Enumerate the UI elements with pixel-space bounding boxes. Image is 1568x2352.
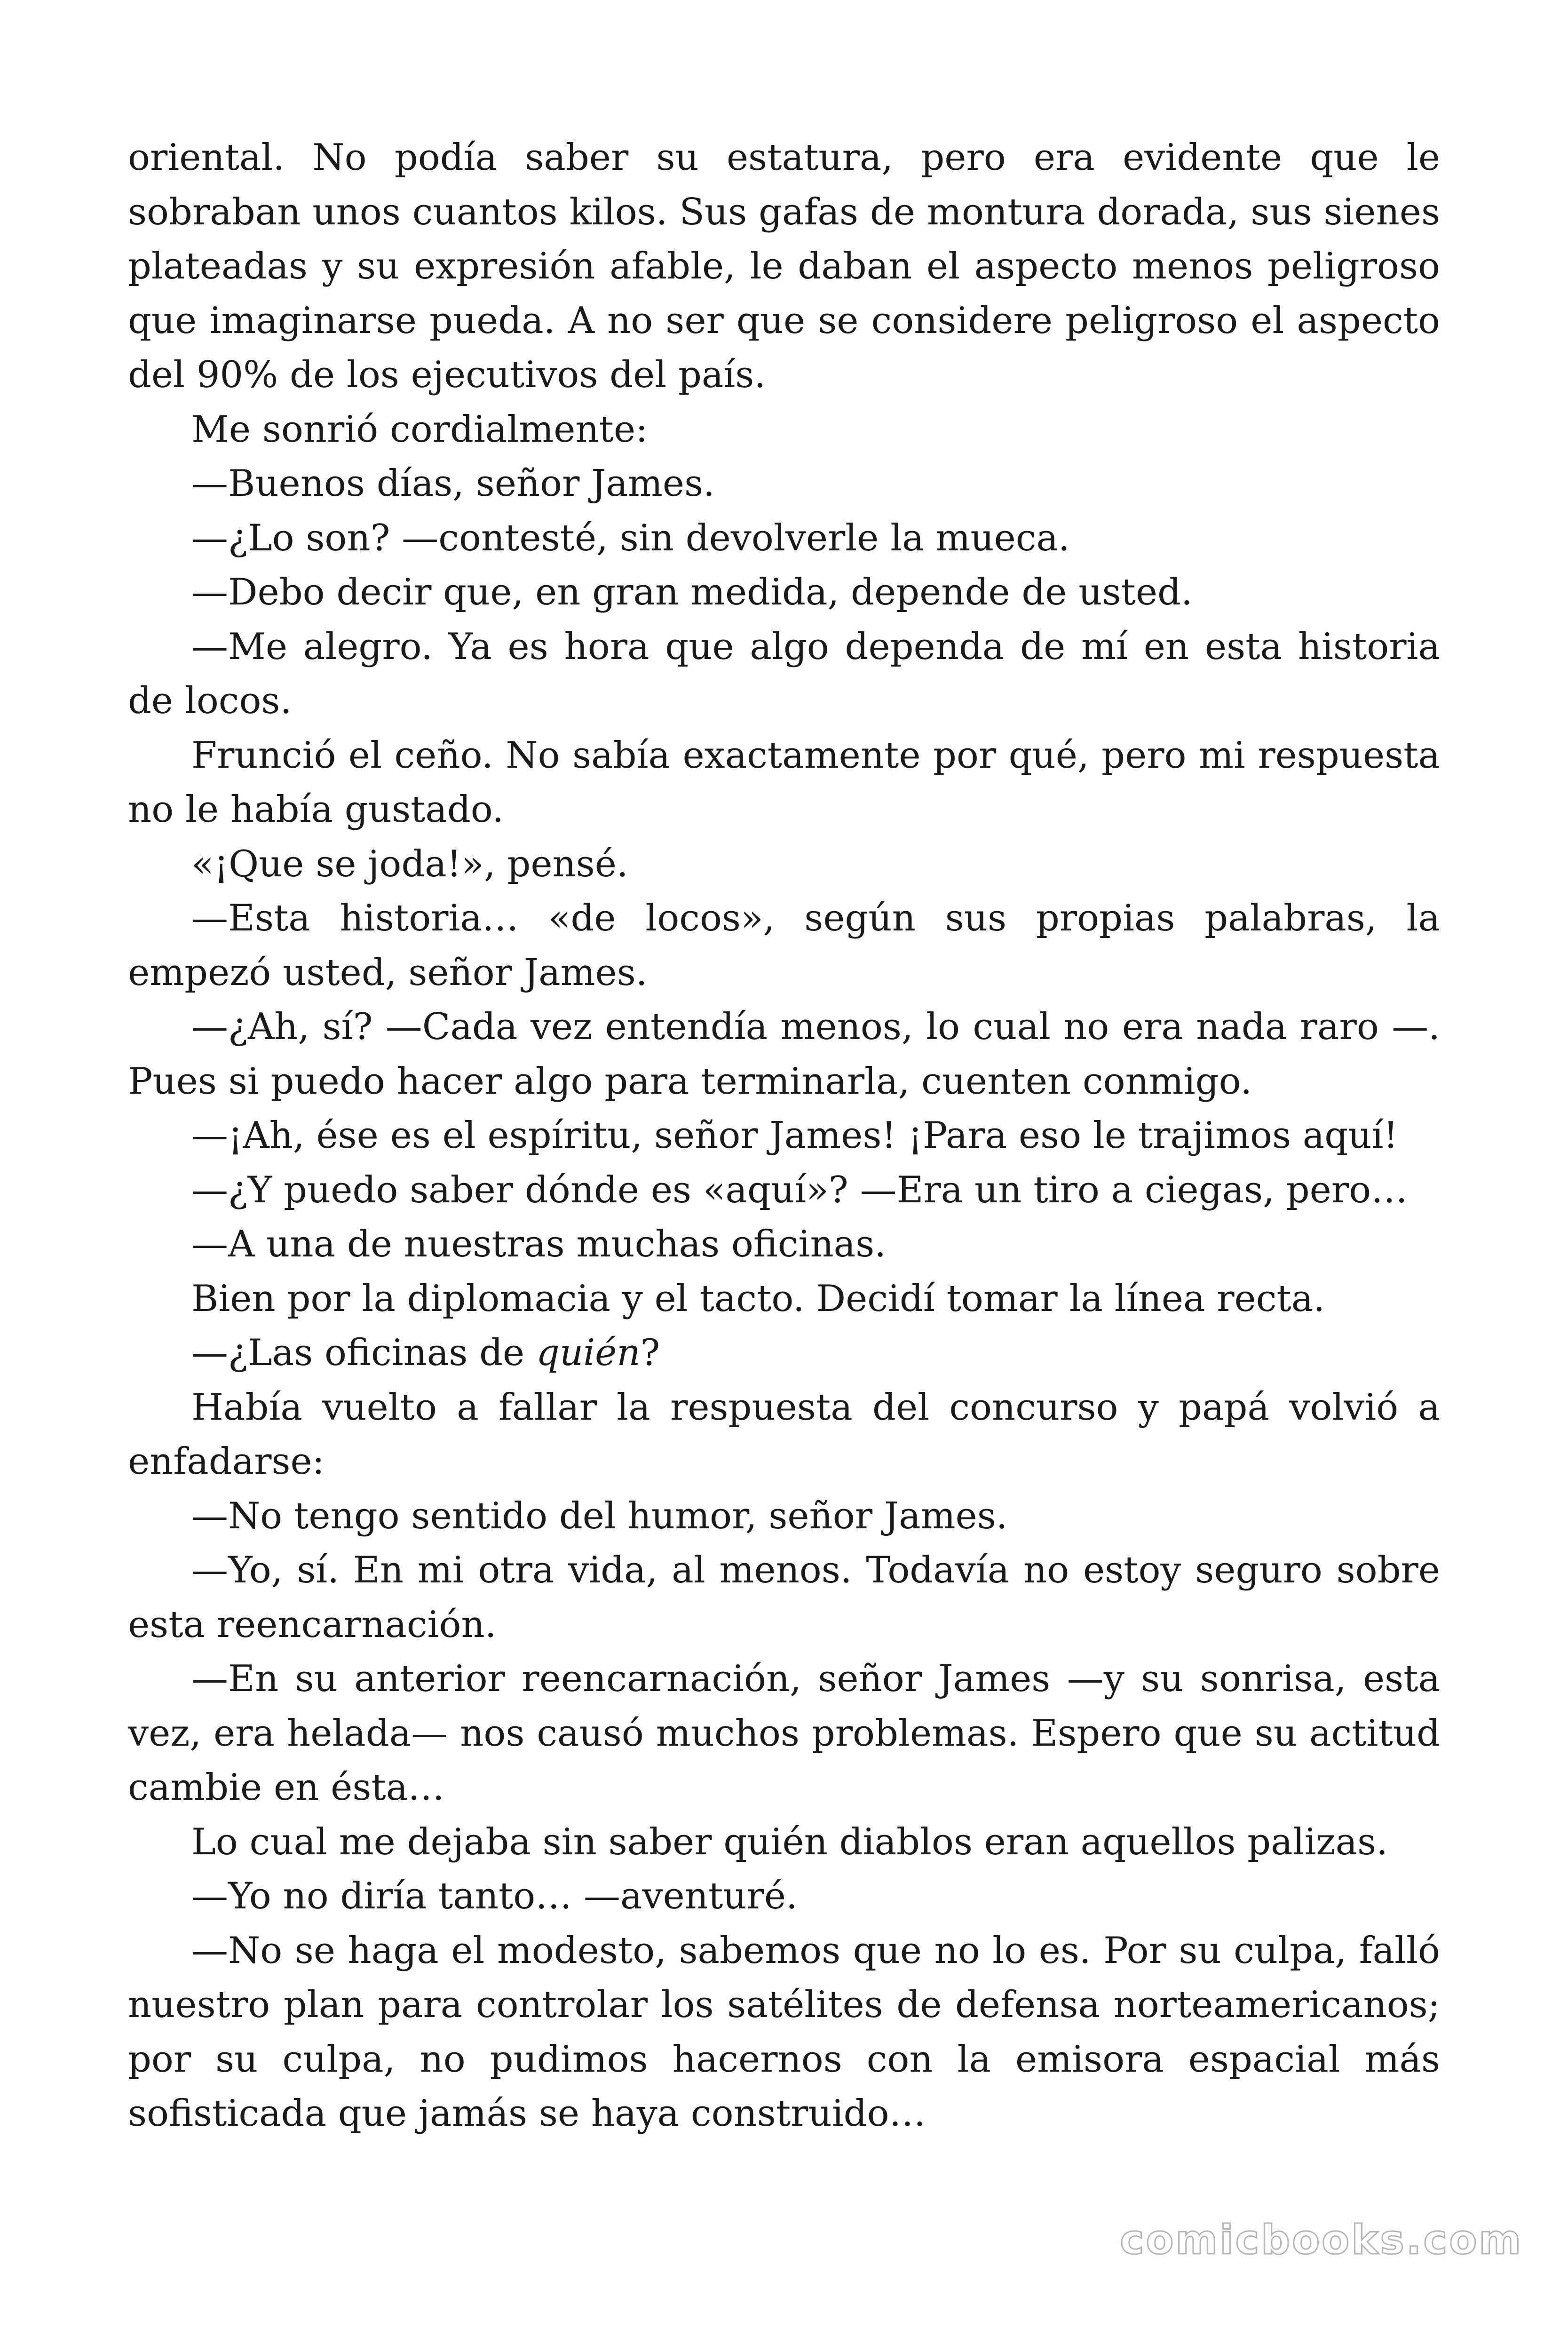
paragraph: —¿Y puedo saber dónde es «aquí»? —Era un tiro a ciegas, pero…	[191, 1168, 1408, 1211]
paragraph: Me sonrió cordialmente:	[191, 408, 648, 451]
watermark-logo: comicbooks.com	[1120, 2217, 1523, 2264]
paragraph: Frunció el ceño. No sabía exactamente por qué, pero mi respuesta no le había gustado.	[128, 734, 1440, 831]
paragraph: Lo cual me dejaba sin saber quién diablos eran aquellos palizas.	[191, 1820, 1388, 1863]
paragraph	[128, 1326, 1440, 1381]
paragraph: —¿Ah, sí? —Cada vez entendía menos, lo cual no era nada raro —. Pues si puedo hacer algo para terminarla, cuenten conmigo.	[128, 1006, 1440, 1103]
paragraph: —No se haga el modesto, sabemos que no lo es. Por su culpa, falló nuestro plan para controlar los satélites de defensa norteamericanos; por su culpa, no pudimos hacernos con la emisora espacial más sofisticada que jamás se haya construido…	[128, 1929, 1440, 2135]
paragraph: —Buenos días, señor James.	[191, 462, 715, 505]
paragraph: —¡Ah, ése es el espíritu, señor James! ¡Para eso le trajimos aquí!	[191, 1114, 1398, 1157]
paragraph: —Yo, sí. En mi otra vida, al menos. Todavía no estoy seguro sobre esta reencarnación.	[128, 1549, 1440, 1646]
paragraph: —No tengo sentido del humor, señor James.	[191, 1494, 1008, 1537]
paragraph: —Yo no diría tanto… —aventuré.	[191, 1875, 798, 1917]
paragraph: —En su anterior reencarnación, señor James —y su sonrisa, esta vez, era helada— nos causó muchos problemas. Espero que su actitud cambie en ésta…	[128, 1658, 1440, 1809]
emphasis-text: quién	[536, 1332, 641, 1374]
paragraph: Había vuelto a fallar la respuesta del concurso y papá volvió a enfadarse:	[128, 1386, 1440, 1483]
paragraph-text: —¿Las oficinas de	[191, 1332, 537, 1374]
paragraph: —¿Lo son? —contesté, sin devolverle la mueca.	[191, 516, 1070, 559]
paragraph: —Me alegro. Ya es hora que algo dependa de mí en esta historia de locos.	[128, 625, 1440, 722]
book-page-text	[128, 131, 1440, 2141]
paragraph: —A una de nuestras muchas oficinas.	[191, 1223, 887, 1265]
paragraph: «¡Que se joda!», pensé.	[191, 842, 628, 885]
paragraph-text: ?	[640, 1332, 660, 1374]
paragraph: —Debo decir que, en gran medida, depende de usted.	[191, 571, 1193, 613]
paragraph: Bien por la diplomacia y el tacto. Decidí tomar la línea recta.	[191, 1277, 1325, 1320]
paragraph: oriental. No podía saber su estatura, pero era evidente que le sobraban unos cuantos kilos. Sus gafas de montura dorada, sus sienes plateadas y su expresión afable, le daban el aspecto menos peligroso que imaginarse pueda. A no ser que se considere peligroso el aspecto del 90% de los ejecutivos del país.	[128, 136, 1440, 396]
paragraph: —Esta historia… «de locos», según sus propias palabras, la empezó usted, señor James.	[128, 897, 1440, 994]
